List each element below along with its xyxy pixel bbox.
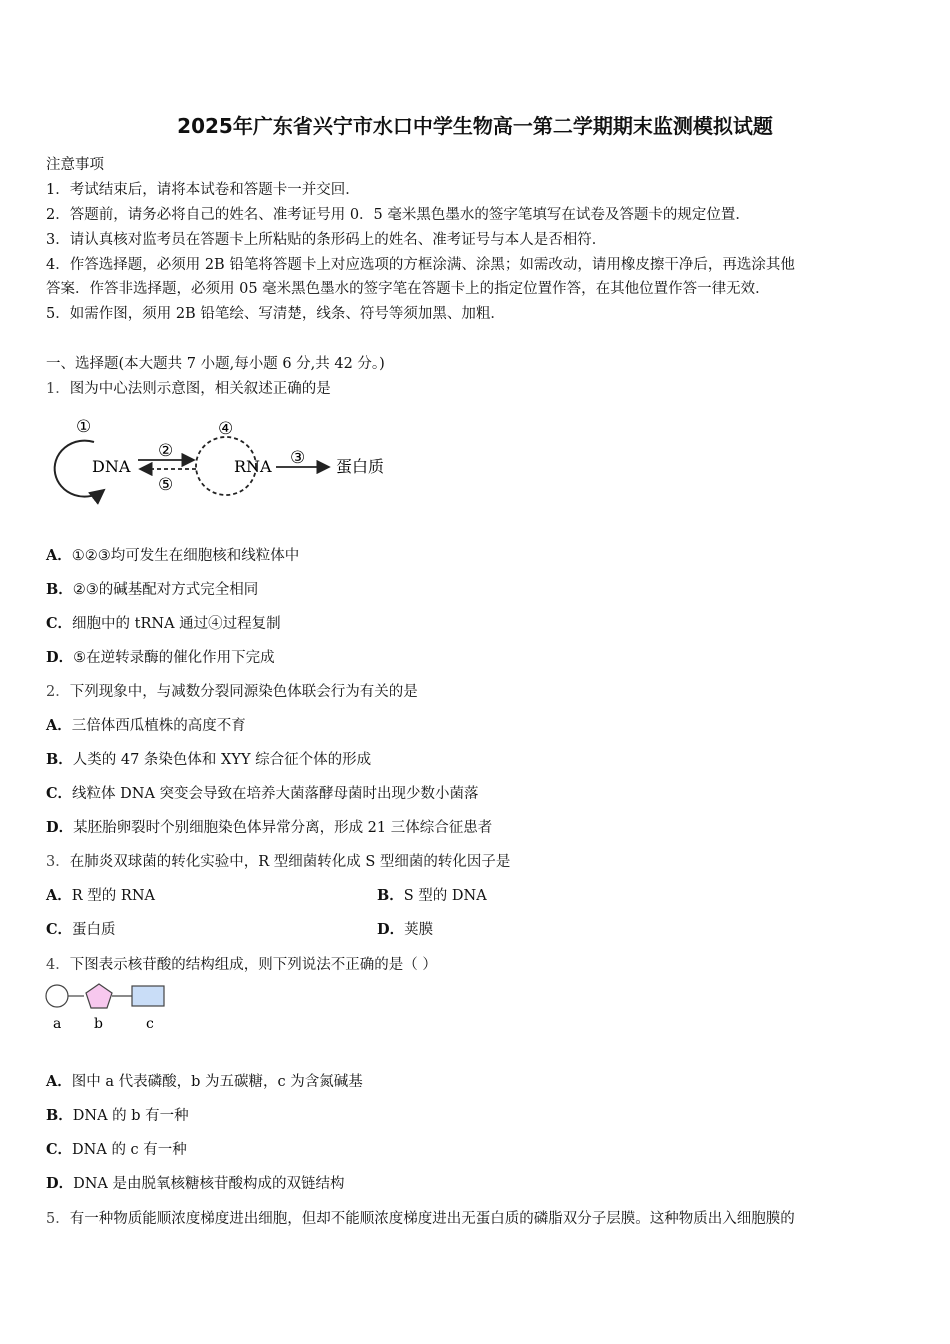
q1-option-b [46,578,258,599]
label-c: c [146,1016,154,1032]
page-title: 2025年广东省兴宁市水口中学生物高一第二学期期末监测模拟试题 [177,114,773,138]
option-text: 人类的 47 条染色体和 XYY 综合征个体的形成 [72,752,372,768]
question-stem: 图为中心法则示意图，相关叙述正确的是 [69,381,331,397]
question-2 [46,680,418,701]
question-number: 5． [46,1211,70,1227]
q1-option-a [46,544,299,565]
option-label: A． [46,547,72,564]
label-circle-5: ⑤ [158,475,174,495]
notice-item: 4．作答选择题，必须用 2B 铅笔将答题卡上对应选项的方框涂满、涂黑；如需改动，请用橡皮擦干净后，再选涂其他 [46,257,795,273]
option-label: A． [46,887,72,904]
option-text: R 型的 RNA [71,888,155,904]
option-label: B． [46,751,73,768]
option-text: 荚膜 [404,922,434,938]
notice-item: 5．如需作图，须用 2B 铅笔绘、写清楚，线条、符号等须加黑、加粗． [46,306,505,322]
option-label: D． [46,1175,74,1192]
question-number: 1． [46,381,70,397]
option-label: D． [46,649,74,666]
nucleotide-diagram [44,983,174,1035]
notice-heading: 注意事项 [46,157,104,173]
q4-option-a [46,1070,363,1091]
q1-option-c [46,612,281,633]
section-heading: 一、选择题(本大题共 7 小题,每小题 6 分,共 42 分。) [46,356,385,372]
q4-option-c [46,1138,187,1159]
option-text: DNA 是由脱氧核糖核苷酸构成的双链结构 [73,1176,345,1192]
q4-option-d [46,1172,344,1193]
option-text: DNA 的 c 有一种 [72,1142,187,1158]
label-protein: 蛋白质 [336,457,385,476]
q4-option-b [46,1104,189,1125]
question-5 [46,1207,795,1228]
option-text: ②③的碱基配对方式完全相同 [72,582,259,598]
question-stem: 下图表示核苷酸的结构组成，则下列说法不正确的是（ ） [69,957,437,973]
question-stem: 在肺炎双球菌的转化实验中，R 型细菌转化成 S 型细菌的转化因子是 [69,854,511,870]
q1-option-d [46,646,275,667]
option-label: C． [46,785,73,802]
option-text: 某胚胎卵裂时个别细胞染色体异常分离，形成 21 三体综合征患者 [73,820,493,836]
notice-item: 3．请认真核对监考员在答题卡上所粘贴的条形码上的姓名、准考证号与本人是否相符． [46,232,607,248]
q3-option-c [46,918,116,939]
central-dogma-diagram [46,412,406,507]
notice-item: 答案．作答非选择题，必须用 05 毫米黑色墨水的签字笔在答题卡上的指定位置作答，在其他位置作答一律无效． [46,281,770,297]
sugar-pentagon [86,984,112,1008]
option-text: 细胞中的 tRNA 通过④过程复制 [72,616,281,632]
label-rna: RNA [234,457,272,476]
option-text: S 型的 DNA [403,888,487,904]
question-number: 4． [46,957,70,973]
base-square [132,986,164,1006]
q2-option-c [46,782,479,803]
q2-option-b [46,748,371,769]
option-label: D． [377,921,405,938]
option-label: C． [46,615,73,632]
label-dna: DNA [92,457,131,476]
phosphate-circle [46,985,68,1007]
question-3 [46,850,510,871]
label-circle-4: ④ [218,419,234,439]
option-label: C． [46,921,73,938]
option-label: D． [46,819,74,836]
option-label: C． [46,1141,73,1158]
question-number: 3． [46,854,70,870]
option-label: A． [46,1073,72,1090]
label-circle-1: ① [76,417,92,437]
question-stem: 有一种物质能顺浓度梯度进出细胞，但却不能顺浓度梯度进出无蛋白质的磷脂双分子层膜。这种物质出入细胞膜的 [69,1211,795,1227]
q3-option-a [46,884,155,905]
label-circle-3: ③ [290,448,306,468]
question-1 [46,377,331,398]
option-text: DNA 的 b 有一种 [72,1108,189,1124]
option-text: 图中 a 代表磷酸，b 为五碳糖，c 为含氮碱基 [71,1074,363,1090]
notice-item: 1．考试结束后，请将本试卷和答题卡一并交回． [46,182,360,198]
label-circle-2: ② [158,441,174,461]
q3-option-b [377,884,487,905]
option-label: A． [46,717,72,734]
option-text: ①②③均可发生在细胞核和线粒体中 [71,548,300,564]
label-a: a [53,1016,62,1032]
q2-option-a [46,714,246,735]
q2-option-d [46,816,492,837]
option-text: ⑤在逆转录酶的催化作用下完成 [73,650,275,666]
question-4 [46,953,437,974]
option-text: 线粒体 DNA 突变会导致在培养大菌落酵母菌时出现少数小菌落 [72,786,479,802]
notice-item: 2．答题前，请务必将自己的姓名、准考证号用 0．5 毫米黑色墨水的签字笔填写在试卷及答题卡的规定位置． [46,207,750,223]
option-label: B． [377,887,404,904]
label-b: b [94,1016,103,1032]
option-label: B． [46,581,73,598]
option-text: 蛋白质 [72,922,116,938]
question-number: 2． [46,684,70,700]
question-stem: 下列现象中，与减数分裂同源染色体联会行为有关的是 [69,684,418,700]
q3-option-d [377,918,433,939]
option-label: B． [46,1107,73,1124]
option-text: 三倍体西瓜植株的高度不育 [71,718,246,734]
